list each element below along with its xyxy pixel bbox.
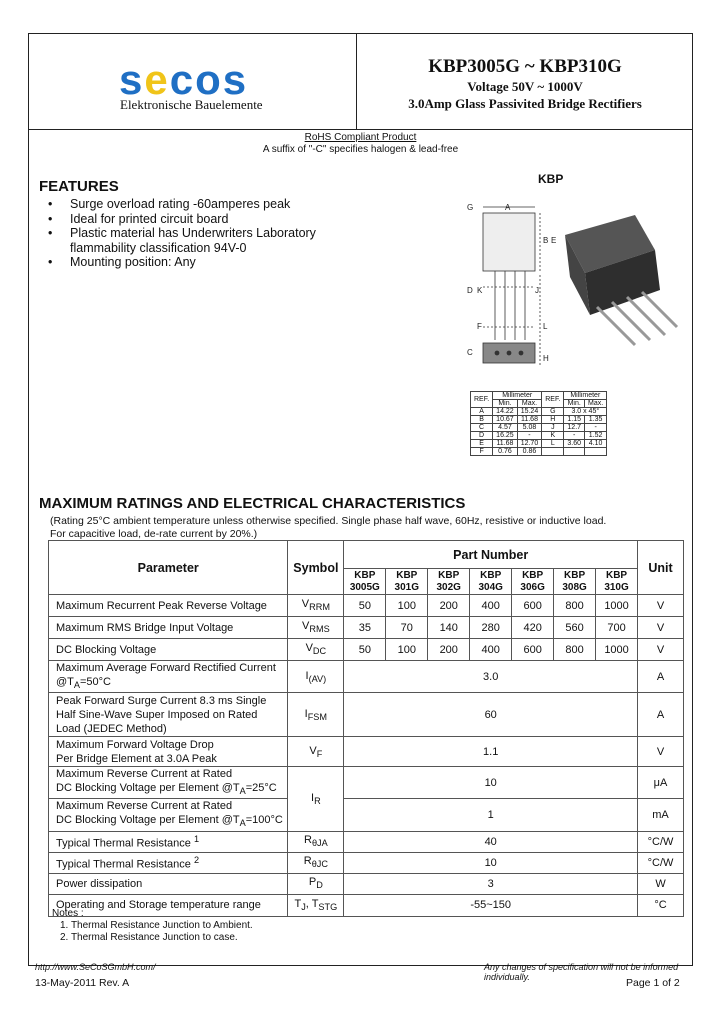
header-symbol: Symbol [288,541,344,595]
features-list [48,197,338,270]
table-row: D 16.25 - K - 1.52 [471,432,607,440]
header-part-number: Part Number [344,541,638,569]
notes-block [52,908,253,944]
part-number-cell: KBP 306G [512,569,554,595]
part-number-cell: KBP 310G [596,569,638,595]
note-item: 2. Thermal Resistance Junction to case. [60,932,238,943]
table-row: A 14.22 15.24 G 3.0 x 45° [471,408,607,416]
footer-disclaimer: Any changes of specification will not be informed individually. [484,962,679,982]
dim-label-l: L [543,322,548,331]
dim-label-b: B [543,236,549,245]
part-range-title: KBP3005G ~ KBP310G [428,56,622,77]
rohs-compliance: RoHS Compliant Product [304,132,417,143]
table-row: Maximum Recurrent Peak Reverse Voltage $V_{RRM}$ 50 100 200 400 600 800 1000 V [49,595,684,617]
table-row: F 0.76 0.86 [471,448,607,456]
table-row: Operating and Storage temperature range $T_J$, $T_{STG}$ -55~150 °C [49,894,684,916]
voltage-range: Voltage 50V ~ 1000V [467,79,583,94]
dim-header: REF. [471,392,493,408]
header-unit: Unit [638,541,684,595]
dim-subheader: Max. [517,400,542,408]
footer-page-number: Page 1 of 2 [626,977,680,989]
dim-header: Millimeter [564,392,607,400]
dim-label-d: D [467,286,473,295]
company-logo: secos [119,56,249,103]
dim-label-k: K [477,286,483,295]
part-number-cell: KBP 3005G [344,569,386,595]
footer-date: 13-May-2011 Rev. A [35,977,130,989]
dim-label-f: F [477,322,482,331]
part-number-cell: KBP 304G [470,569,512,595]
part-number-cell: KBP 301G [386,569,428,595]
table-row: Peak Forward Surge Current 8.3 ms Single Half Sine-Wave Super Imposed on Rated Load (JEDEC Method) $I_{FSM}$ 60 A [49,693,684,737]
package-label: KBP [538,172,564,186]
feature-item: • Ideal for printed circuit board [48,212,338,227]
part-number-cell: KBP 308G [554,569,596,595]
feature-item: • Plastic material has Underwriters Laboratory flammability classification 94V-0 [48,226,338,255]
header-box [28,33,693,130]
package-3d-image [565,215,677,345]
header-parameter: Parameter [49,541,288,595]
dim-label-e: E [551,236,557,245]
table-row: Typical Thermal Resistance $^2$ $R_{\theta JC}$ 10 °C/W [49,852,684,873]
ratings-note: (Rating 25°C ambient temperature unless otherwise specified. Single phase half wave, 60Hz, resistive or inductive load. [50,515,607,527]
footer-url[interactable]: http://www.SeCoSGmbH.com/ [35,962,156,972]
table-row: B 10.67 11.68 H 1.15 1.35 [471,416,607,424]
table-row: C 4.57 5.08 J 12.7 - [471,424,607,432]
table-row: Maximum Forward Voltage Drop Per Bridge Element at 3.0A Peak $V_F$ 1.1 V [49,737,684,767]
table-row: Maximum Reverse Current at Rated DC Blocking Voltage per Element $@T_A=100^\circ C$ 1 mA [49,799,684,831]
table-row: Maximum Average Forward Rectified Current $@T_A=50^\circ C$ $I_{(AV)}$ 3.0 A [49,661,684,693]
feature-item: • Surge overload rating -60amperes peak [48,197,338,212]
notes-title: Notes : [52,908,84,919]
table-row: Maximum RMS Bridge Input Voltage $V_{RMS}$ 35 70 140 280 420 560 700 V [49,617,684,639]
dim-label-c: C [467,348,473,357]
table-row: Maximum Reverse Current at Rated DC Blocking Voltage per Element $@T_A=25^\circ C$ $I_R$ 10 μA [49,767,684,799]
halogen-free-note: A suffix of "-C" specifies halogen & lead-free [262,144,459,155]
note-item: 1. Thermal Resistance Junction to Ambient. [60,920,253,931]
package-outline-drawing [455,195,680,370]
dimension-table [470,391,607,456]
dim-subheader: Min. [564,400,585,408]
ratings-heading: MAXIMUM RATINGS AND ELECTRICAL CHARACTERISTICS [39,495,466,512]
product-description: 3.0Amp Glass Passivited Bridge Rectifiers [408,96,642,111]
company-subtitle: Elektronische Bauelemente [120,97,263,112]
dim-label-g: G [467,203,474,212]
dim-label-j: J [535,286,539,295]
ratings-table [48,540,684,917]
dim-subheader: Min. [493,400,518,408]
features-heading: FEATURES [39,178,119,195]
part-number-cell: KBP 302G [428,569,470,595]
dim-label-h: H [543,354,549,363]
dim-header: Millimeter [493,392,542,400]
table-row: DC Blocking Voltage $V_{DC}$ 50 100 200 400 600 800 1000 V [49,639,684,661]
feature-item: • Mounting position: Any [48,255,338,270]
table-row: Typical Thermal Resistance $^1$ $R_{\theta JA}$ 40 °C/W [49,831,684,852]
ratings-note: For capacitive load, de-rate current by 20%.) [50,528,258,540]
dim-label-a: A [505,203,511,212]
dim-subheader: Max. [585,400,607,408]
dim-header: REF. [542,392,564,408]
table-row: Power dissipation $P_D$ 3 W [49,873,684,894]
table-row: E 11.68 12.70 L 3.60 4.10 [471,440,607,448]
